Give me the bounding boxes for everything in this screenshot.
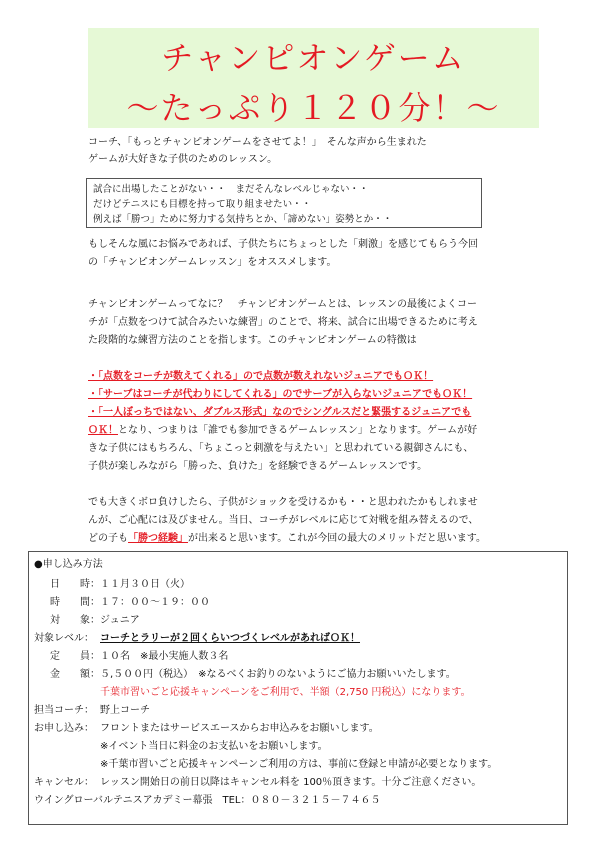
para3-line-3: 子供が楽しみながら「勝った、負けた」を経験できるゲームレッスンです。 <box>88 461 428 472</box>
page-subtitle: ～たっぷり１２０分！～ <box>126 89 501 127</box>
howto-value: フロントまたはサービスエースからお申込みをお願いします。 <box>100 723 379 734</box>
para3-rest: となり、つまりは「誰でも参加できるゲームレッスン」となります。ゲームが好 <box>118 425 478 436</box>
capacity-value: １０名 ※最小実施人数３名 <box>100 651 229 662</box>
apply-header: ●申し込み方法 <box>34 559 103 570</box>
para2-line: た段階的な練習方法のことを指します。このチャンピオンゲームの特徴は <box>88 335 417 346</box>
cancel-label: キャンセル： <box>34 777 94 788</box>
howto-label: お申し込み： <box>34 723 94 734</box>
para4-line-1: でも大きくボロ負けしたら、子供がショックを受けるかも・・と思われたかもしれませ <box>88 497 478 508</box>
cancel-value: レッスン開始日の前日以降はキャンセル料を 100％頂きます。十分ご注意ください。 <box>100 777 482 788</box>
concern-line: 例えば「勝つ」ために努力する気持ちとか、「諦めない」姿勢とか・・ <box>93 214 393 225</box>
campaign-registration-note: ※千葉市習いごと応援キャンペーンご利用の方は、事前に登録と申請が必要となります。 <box>100 759 498 770</box>
target-label: 対 象： <box>50 615 100 626</box>
price-label: 金 額： <box>50 669 100 680</box>
ok-highlight: ＯＫ！ <box>88 425 118 436</box>
concern-line: 試合に出場したことがない・・ まだそんなレベルじゃない・・ <box>93 184 369 195</box>
feature-item: ・「点数をコーチが数えてくれる」ので点数が数えれないジュニアでもＯＫ！ <box>88 371 434 382</box>
feature-item: ・「一人ぼっちではない、ダブルス形式」なのでシングルスだと緊張するジュニアでも <box>88 407 472 418</box>
time-value: １７：００～１９：００ <box>100 597 210 608</box>
intro-line-1: コーチ、「もっとチャンピオンゲームをさせてよ！」 そんな声から生まれた <box>88 137 427 148</box>
date-label: 日 時： <box>50 579 100 590</box>
page-title: チャンピオンゲーム <box>161 39 466 77</box>
campaign-note: 千葉市習いごと応援キャンペーンをご利用で、半額（2,750 円税込）になります。 <box>100 687 471 698</box>
para4-pre: どの子も <box>88 533 128 544</box>
win-experience-highlight: 「勝つ経験」 <box>128 533 188 544</box>
date-value: １１月３０日（火） <box>100 579 190 590</box>
para1-line: もしそんな風にお悩みであれば、子供たちにちょっとした「刺激」を感じてもらう今回 <box>88 239 478 250</box>
para3-line-1 <box>88 425 477 437</box>
target-value: ジュニア <box>100 615 140 626</box>
para2-line: チが「点数をつけて試合みたいな練習」のことで、将来、試合に出場できるために考え <box>88 317 478 328</box>
price-value: ５,５００円（税込） ※なるべくお釣りのないようにご協力お願いいたします。 <box>100 669 456 680</box>
contact-footer: ウイングローバルテニスアカデミー幕張 TEL：０８０－３２１５－７４６５ <box>34 795 381 806</box>
para3-line-2: きな子供にはもちろん、「ちょこっと刺激を与えたい」と思われている親御さんにも、 <box>88 443 474 454</box>
capacity-label: 定 員： <box>50 651 100 662</box>
coach-label: 担当コーチ： <box>34 705 94 716</box>
para4-line-2: んが、ご心配には及びません。当日、コーチがレベルに応じて対戦を組み替えるので、 <box>88 515 479 526</box>
feature-item: ・「サーブはコーチが代わりにしてくれる」のでサーブが入らないジュニアでもＯＫ！ <box>88 389 473 400</box>
coach-value: 野上コーチ <box>100 705 150 716</box>
concern-line: だけどテニスにも目標を持って取り組ませたい・・ <box>93 199 312 210</box>
payment-note: ※イベント当日に料金のお支払いをお願いします。 <box>100 741 328 752</box>
para2-line: チャンピオンゲームってなに？ チャンピオンゲームとは、レッスンの最後によくコー <box>88 299 477 310</box>
intro-line-2: ゲームが大好きな子供のためのレッスン。 <box>88 154 278 165</box>
concern-box <box>86 178 482 228</box>
para4-line-3 <box>88 533 486 545</box>
level-value: コーチとラリーが２回くらいつづくレベルがあればＯＫ！ <box>100 633 360 644</box>
para1-line: の「チャンピオンゲームレッスン」をオススメします。 <box>88 257 337 268</box>
para4-post: が出来ると思います。これが今回の最大のメリットだと思います。 <box>188 533 486 544</box>
time-label: 時 間： <box>50 597 100 608</box>
level-label: 対象レベル： <box>34 633 94 644</box>
